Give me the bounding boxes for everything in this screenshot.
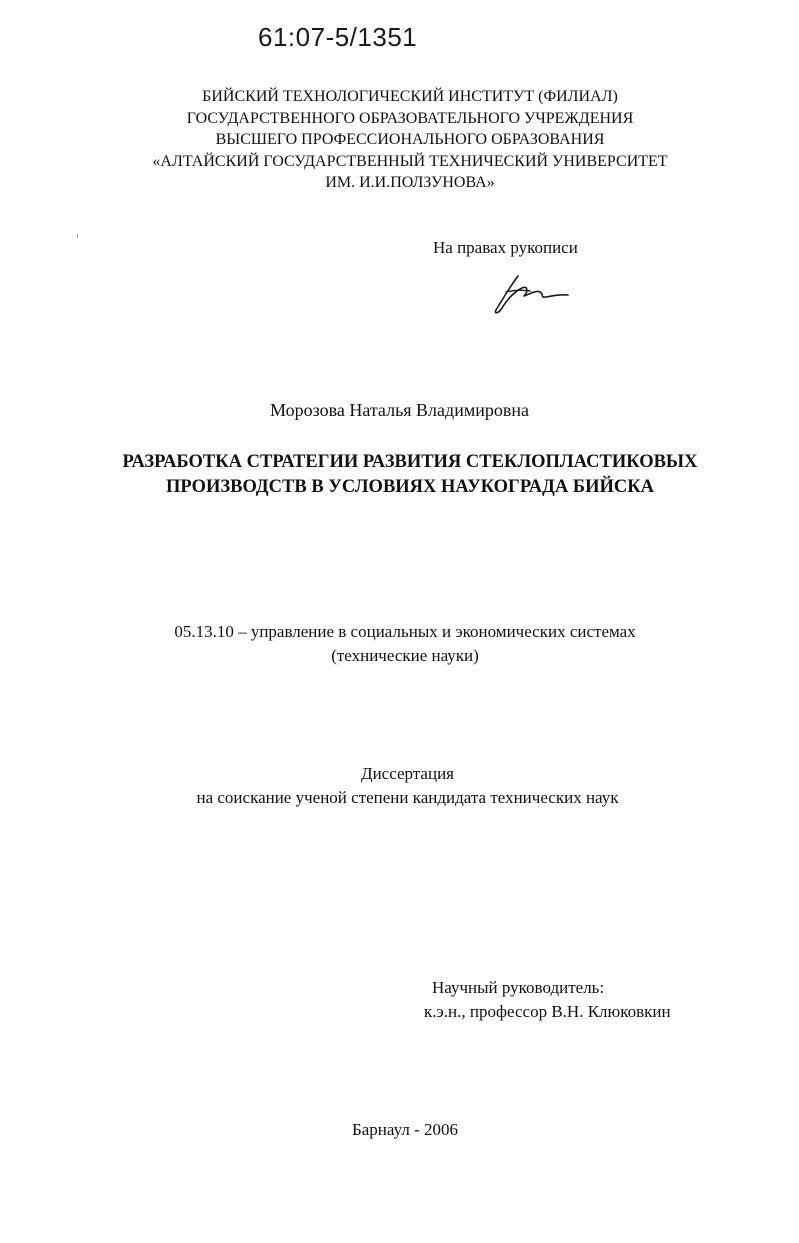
degree-line: Диссертация [360, 764, 454, 783]
scientific-advisor [424, 976, 671, 1024]
margin-mark [77, 234, 78, 237]
advisor-name: к.э.н., профессор В.Н. Клюковкин [424, 1002, 671, 1021]
title-line: РАЗРАБОТКА СТРАТЕГИИ РАЗВИТИЯ СТЕКЛОПЛАСТИКОВЫХ [122, 452, 698, 472]
institution-line: ГОСУДАРСТВЕННОГО ОБРАЗОВАТЕЛЬНОГО УЧРЕЖДЕНИЯ [186, 109, 634, 127]
institution-line: «АЛТАЙСКИЙ ГОСУДАРСТВЕННЫЙ ТЕХНИЧЕСКИЙ УНИВЕРСИТЕТ [152, 152, 668, 170]
city-year: Барнаул - 2006 [352, 1120, 458, 1139]
archive-stamp-number: 61:07-5/1351 [258, 22, 418, 52]
institution-line: ИМ. И.И.ПОЛЗУНОВА» [325, 174, 495, 191]
specialty-code [0, 620, 799, 668]
dissertation-title [60, 450, 760, 500]
degree-statement [0, 762, 799, 810]
manuscript-rights-note: На правах рукописи [433, 238, 578, 257]
institution-line: ВЫСШЕГО ПРОФЕССИОНАЛЬНОГО ОБРАЗОВАНИЯ [215, 131, 605, 148]
advisor-label: Научный руководитель: [432, 978, 605, 997]
specialty-line: (технические науки) [331, 646, 479, 665]
author-name: Морозова Наталья Владимировна [270, 400, 529, 420]
title-line: ПРОИЗВОДСТВ В УСЛОВИЯХ НАУКОГРАДА БИЙСКА [166, 477, 654, 497]
specialty-line: 05.13.10 – управление в социальных и экономических системах [174, 622, 636, 641]
signature-image [488, 270, 572, 316]
institution-line: БИЙСКИЙ ТЕХНОЛОГИЧЕСКИЙ ИНСТИТУТ (ФИЛИАЛ) [202, 88, 618, 105]
degree-line: на соискание ученой степени кандидата технических наук [196, 788, 619, 807]
institution-header [110, 86, 710, 194]
